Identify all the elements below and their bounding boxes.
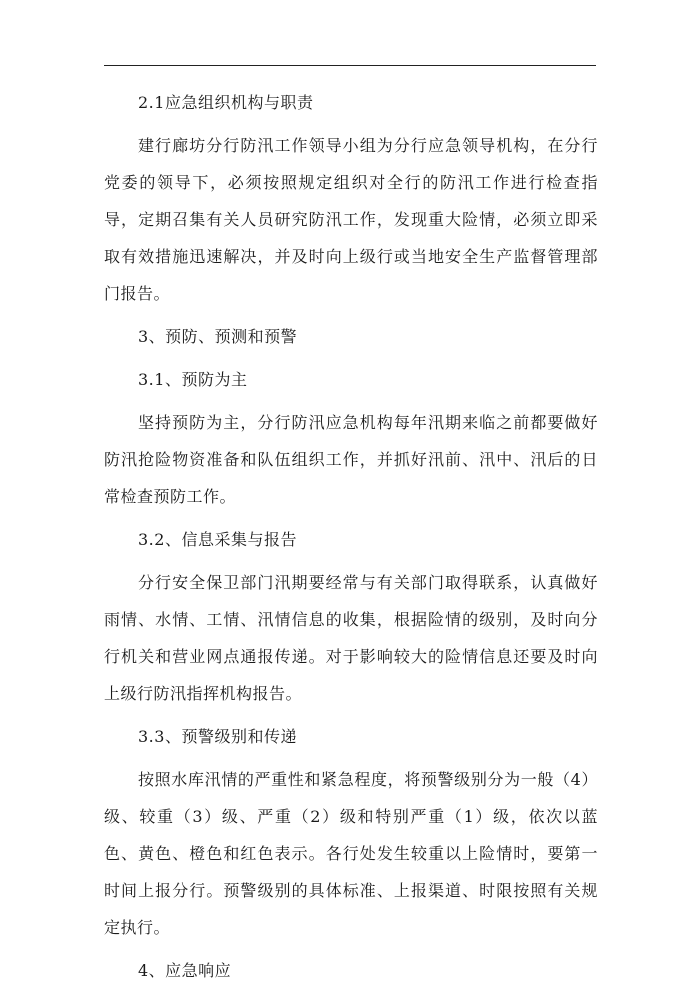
section-heading-4: 4、应急响应 (138, 961, 232, 980)
paragraph-prevention: 坚持预防为主，分行防汛应急机构每年汛期来临之前都要做好防汛抢险物资准备和队伍组织工作，并抓好汛前、汛中、汛后的日常检查预防工作。 (104, 413, 598, 506)
section-heading-3: 3、预防、预测和预警 (138, 327, 298, 346)
section-heading-3-1: 3.1、预防为主 (138, 370, 248, 389)
section-heading-2-1: 2.1应急组织机构与职责 (138, 93, 314, 112)
header-rule (104, 65, 596, 66)
paragraph-information: 分行安全保卫部门汛期要经常与有关部门取得联系，认真做好雨情、水情、工情、汛情信息的收集，根据险情的级别，及时向分行机关和营业网点通报传递。对于影响较大的险情信息还要及时向上级行防汛指挥机构报告。 (104, 573, 598, 703)
document-body (104, 84, 598, 995)
section-heading-3-2: 3.2、信息采集与报告 (138, 530, 297, 549)
paragraph-warning-levels: 按照水库汛情的严重性和紧急程度，将预警级别分为一般（4）级、较重（3）级、严重（2）级和特别严重（1）级，依次以蓝色、黄色、橙色和红色表示。各行处发生较重以上险情时，要第一时间上报分行。预警级别的具体标准、上报渠道、时限按照有关规定执行。 (104, 770, 598, 937)
section-heading-3-3: 3.3、预警级别和传递 (138, 727, 297, 746)
paragraph-organization: 建行廊坊分行防汛工作领导小组为分行应急领导机构，在分行党委的领导下，必须按照规定组织对全行的防汛工作进行检查指导，定期召集有关人员研究防汛工作，发现重大险情，必须立即采取有效措施迅速解决，并及时向上级行或当地安全生产监督管理部门报告。 (104, 136, 598, 303)
